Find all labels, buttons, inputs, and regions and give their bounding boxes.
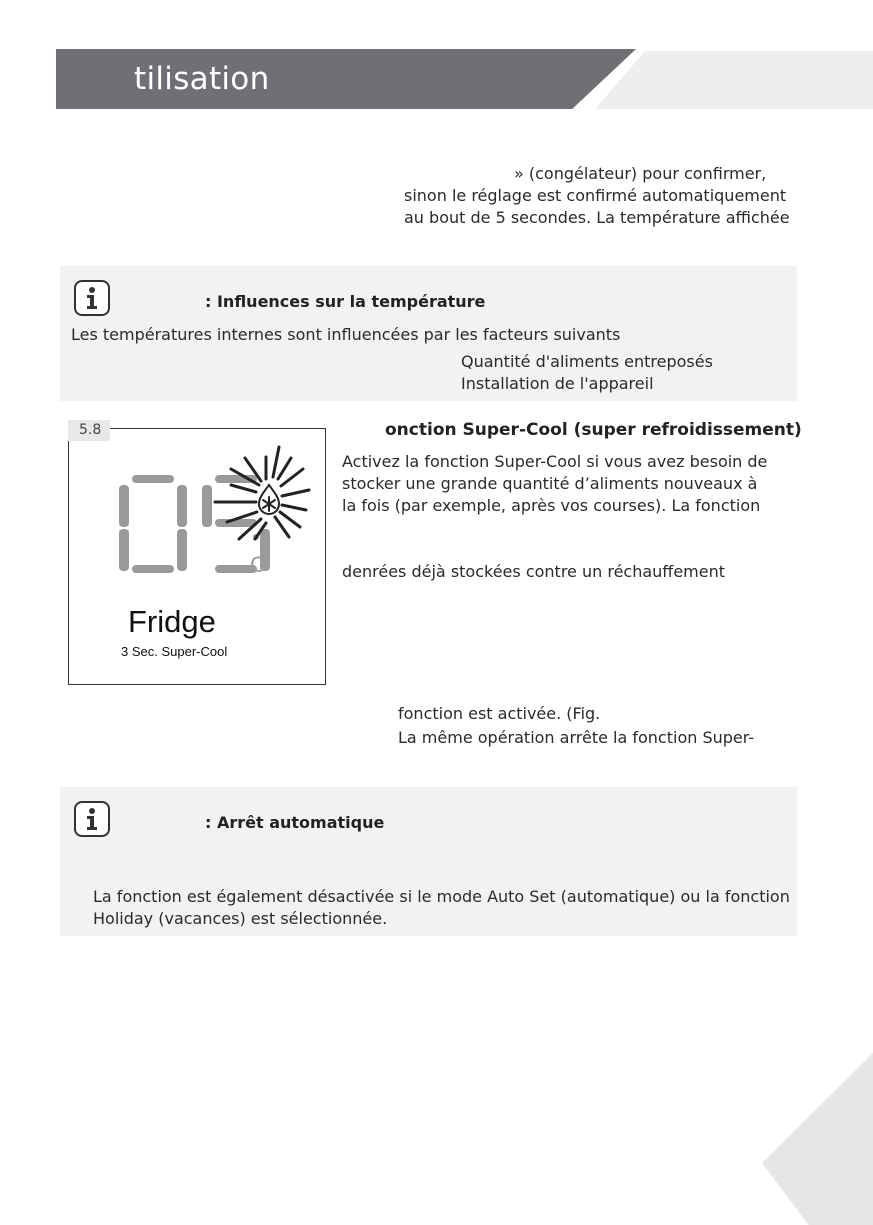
segment	[119, 529, 129, 571]
body-line: la fois (par exemple, après vos courses). La fonction	[342, 496, 761, 515]
segment	[202, 485, 212, 527]
segment	[177, 485, 187, 527]
note-title: : Arrêt automatique	[205, 813, 385, 832]
section-title: tilisation	[134, 61, 270, 97]
segment	[132, 565, 174, 573]
intro-line-3: au bout de 5 secondes. La température affichée	[404, 208, 790, 227]
header-decoration	[595, 51, 873, 109]
note-text: La fonction est également désactivée si le mode Auto Set (automatique) ou la fonction	[93, 887, 790, 906]
note-title: : Influences sur la température	[205, 292, 486, 311]
display-mode-label: Fridge	[128, 604, 216, 639]
body-line: stocker une grande quantité d’aliments nouveaux à	[342, 474, 758, 493]
info-icon	[74, 801, 110, 837]
intro-line-2: sinon le réglage est confirmé automatiquement	[404, 186, 787, 205]
page-corner-tab	[762, 1053, 873, 1225]
body-line: fonction est activée. (Fig.	[398, 704, 601, 723]
section-heading: onction Super-Cool (super refroidissement)	[385, 420, 802, 440]
display-hint: 3 Sec. Super-Cool	[121, 644, 228, 659]
unit-label: C	[250, 552, 266, 577]
body-line: Activez la fonction Super-Cool si vous avez besoin de	[342, 452, 768, 471]
segment	[119, 485, 129, 527]
figure-number: 5.8	[68, 420, 110, 441]
body-line: denrées déjà stockées contre un réchauffement	[342, 562, 725, 581]
display-figure	[68, 428, 326, 685]
body-line: La même opération arrête la fonction Super-	[398, 728, 755, 747]
segment	[132, 475, 174, 483]
info-icon	[74, 280, 110, 316]
intro-line-1: » (congélateur) pour confirmer,	[514, 164, 767, 183]
note-text: Les températures internes sont influencées par les facteurs suivants	[71, 325, 621, 344]
note-text: Holiday (vacances) est sélectionnée.	[93, 909, 388, 928]
note-list-item: Installation de l'appareil	[461, 374, 654, 393]
segment	[177, 529, 187, 571]
note-list-item: Quantité d'aliments entreposés	[461, 352, 713, 371]
